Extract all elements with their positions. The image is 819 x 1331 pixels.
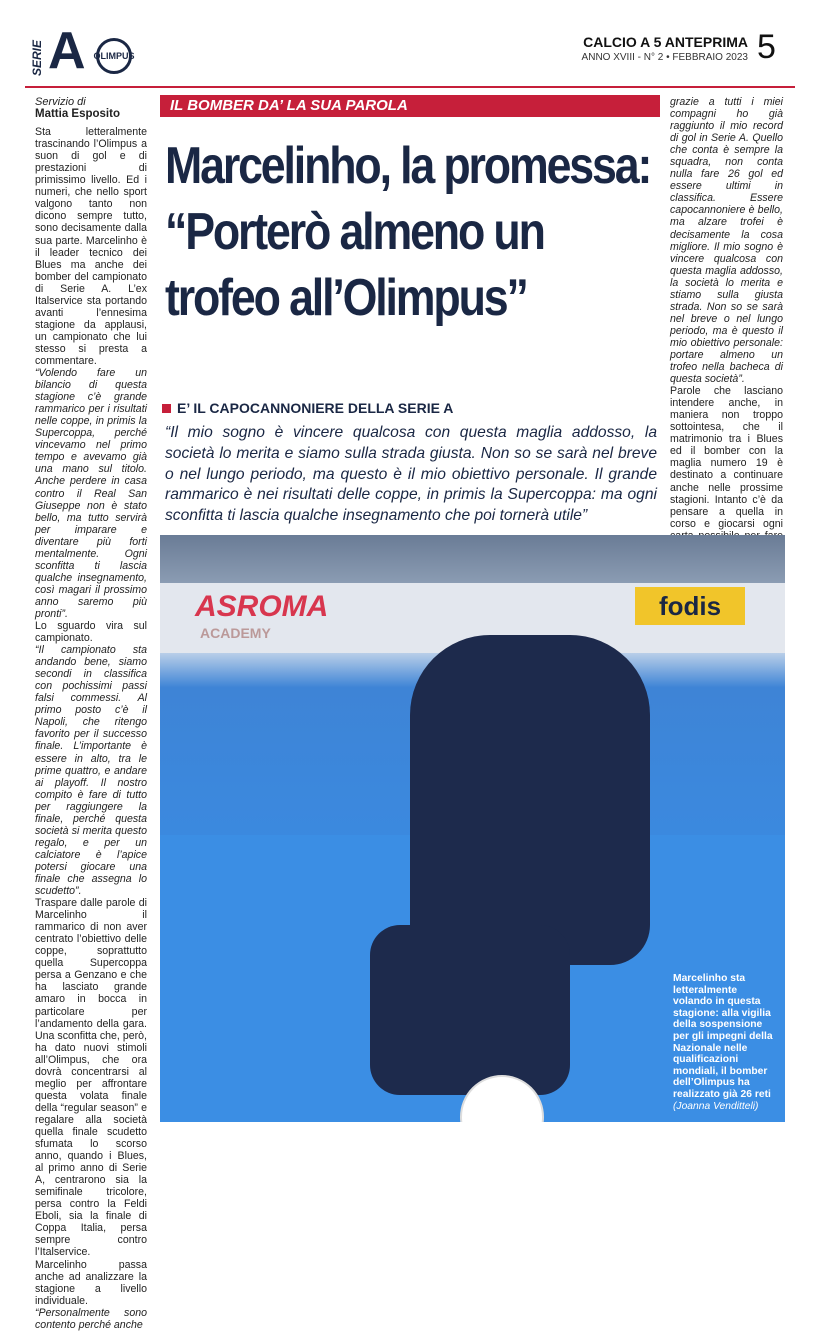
series-letter: A bbox=[48, 22, 86, 80]
paragraph: Lo sguardo vira sul campionato. bbox=[35, 620, 147, 645]
banner-sponsor-right: fodis bbox=[635, 587, 745, 625]
subheading-text: E’ IL CAPOCANNONIERE DELLA SERIE A bbox=[177, 400, 454, 416]
quote-paragraph: “Personalmente sono contento perché anche bbox=[35, 1306, 147, 1331]
paragraph: Parole che lasciano intendere anche, in maniera non troppo sottointesa, che il matrimonio tra i Blues ed il bomber con la maglia numero 19 è destinato a continuare anche nelle prossime stagioni. Intanto c’è da pensare a quella in corso e giocarsi ogni bbox=[670, 385, 783, 530]
banner-sponsor-left: ASROMA bbox=[195, 590, 329, 623]
byline-label: Servizio di bbox=[35, 96, 86, 108]
caption-text: Marcelinho sta letteralmente volando in questa stagione: alla vigilia della sospensione per gli impegni della Nazionale nelle qualificazioni mondiali, il bomber dell’Olimpus ha realizzato già 26 reti bbox=[673, 973, 773, 1100]
paragraph: Traspare dalle parole di Marcelinho il rammarico di non aver centrato l’obiettivo delle coppe, soprattutto quella Supercoppa persa a Genzano e che ha lasciato grande amaro in bocca in particolare per l’andamento della gara. Una sconfitta che, però, ha dato nuovi stimoli all’Olimpus, che ora dovrà concentrarsi al meglio per affrontare questa volata finale della “regular season” e regalare alla società quella finale scudetto sfumata lo scorso anno, quando i Blues, al primo anno di Serie A, centrarono sia la semifinale tricolore, persa contro la Feldi Eboli, sia la finale di Coppa Italia, persa sempre contro l’Italservice. bbox=[35, 897, 147, 1259]
kicker-banner: IL BOMBER DA’ LA SUA PAROLA bbox=[160, 95, 660, 117]
quote-paragraph: “Volendo fare un bilancio di questa stagione c’è grande rammarico per i risultati nelle coppe, in primis la Supercoppa, perché vincevamo nel primo tempo e avevamo già una mano sul titolo. Anche perdere in casa contro il Real San Giuseppe non è stato bello, ma tutto servirà per imparare e diventare più forti mentalmente. Ogni sconfitta ti lascia qualche insegnamento, così magari il prossimo anno saremo più pronti”. bbox=[35, 367, 147, 620]
article-column-3 bbox=[670, 96, 783, 590]
publication-title: CALCIO A 5 ANTEPRIMA bbox=[583, 34, 748, 50]
issue-info: ANNO XVIII - N° 2 • FEBBRAIO 2023 bbox=[581, 52, 748, 63]
header-divider bbox=[25, 86, 795, 88]
quote-paragraph: “Il campionato sta andando bene, siamo secondi in classifica con pochissimi passi falsi commessi. Al primo posto c’è il Napoli, che ritengo favorito per il successo finale. L’importante è essere in alto, tra le prime quattro, e andare ai playoff. Il nostro compito è fare di tutto per raggiungere la finale, perché questa società si merita questo regalo, e per un calciatore è l’apice potersi giocare una finale che assegna lo scudetto”. bbox=[35, 644, 147, 898]
paragraph: Marcelinho passa anche ad analizzare la stagione a livello individuale. bbox=[35, 1258, 147, 1307]
player-figure bbox=[410, 635, 650, 965]
photo-caption bbox=[673, 973, 773, 1112]
club-badge bbox=[93, 38, 135, 74]
subheading bbox=[162, 400, 662, 416]
pull-quote: “Il mio sogno è vincere qualcosa con questa maglia addosso, la società lo merita e siamo sulla strada giusta. Non so se sarà nel breve o nel lungo periodo, ma questo è il mio obiettivo personale. Il grande rammarico è nei risultati delle coppe, in primis la Supercoppa: ma ogni sconfitta ti lascia qualche insegnamento che poi tornerà utile” bbox=[165, 424, 657, 525]
quote-paragraph: grazie a tutti i miei compagni ho già raggiunto il mio record di gol in Serie A. Quello che conta è sempre la squadra, non conta nulla fare 26 gol ed essere ultimi in classifica. Essere capocannoniere è bello, ma alzare trofei è decisamente la cosa migliore. Il mio sogno è vincere qualcosa con questa maglia addosso, la società lo merita e stiamo sulla giusta strada. Non so se sarà nel breve o nel lungo periodo, ma è questo il mio obiettivo personale: portare almeno un trofeo nella bacheca di questa società”. bbox=[670, 96, 783, 386]
player-legs bbox=[370, 925, 570, 1095]
paragraph: Sta letteralmente trascinando l’Olimpus a suon di gol e di prestazioni di primissimo livello. Ed i numeri, che nello sport valgono tanto non dicono sempre tutto, sono decisamente dalla sua parte. Marcelinho è il leader tecnico dei Blues ma anche dei bomber del campionato di Serie A. L’ex Italservice sta portando avanti l’ennesima stagione da applausi, un campionato che lui stesso si presta a commentare. bbox=[35, 126, 147, 367]
headline: Marcelinho, la promessa: “Porterò almeno un trofeo all’Olimpus” bbox=[165, 137, 651, 327]
series-label: SERIE bbox=[30, 40, 44, 77]
bullet-square-icon bbox=[162, 404, 171, 413]
page-number: 5 bbox=[757, 28, 776, 66]
photo-credit: (Joanna Venditteli) bbox=[673, 1100, 759, 1112]
byline-author: Mattia Esposito bbox=[35, 108, 120, 121]
club-badge-text: OLIMPUS bbox=[93, 51, 135, 61]
article-column-1 bbox=[35, 96, 147, 1331]
banner-sponsor-left-sub: ACADEMY bbox=[200, 625, 271, 641]
